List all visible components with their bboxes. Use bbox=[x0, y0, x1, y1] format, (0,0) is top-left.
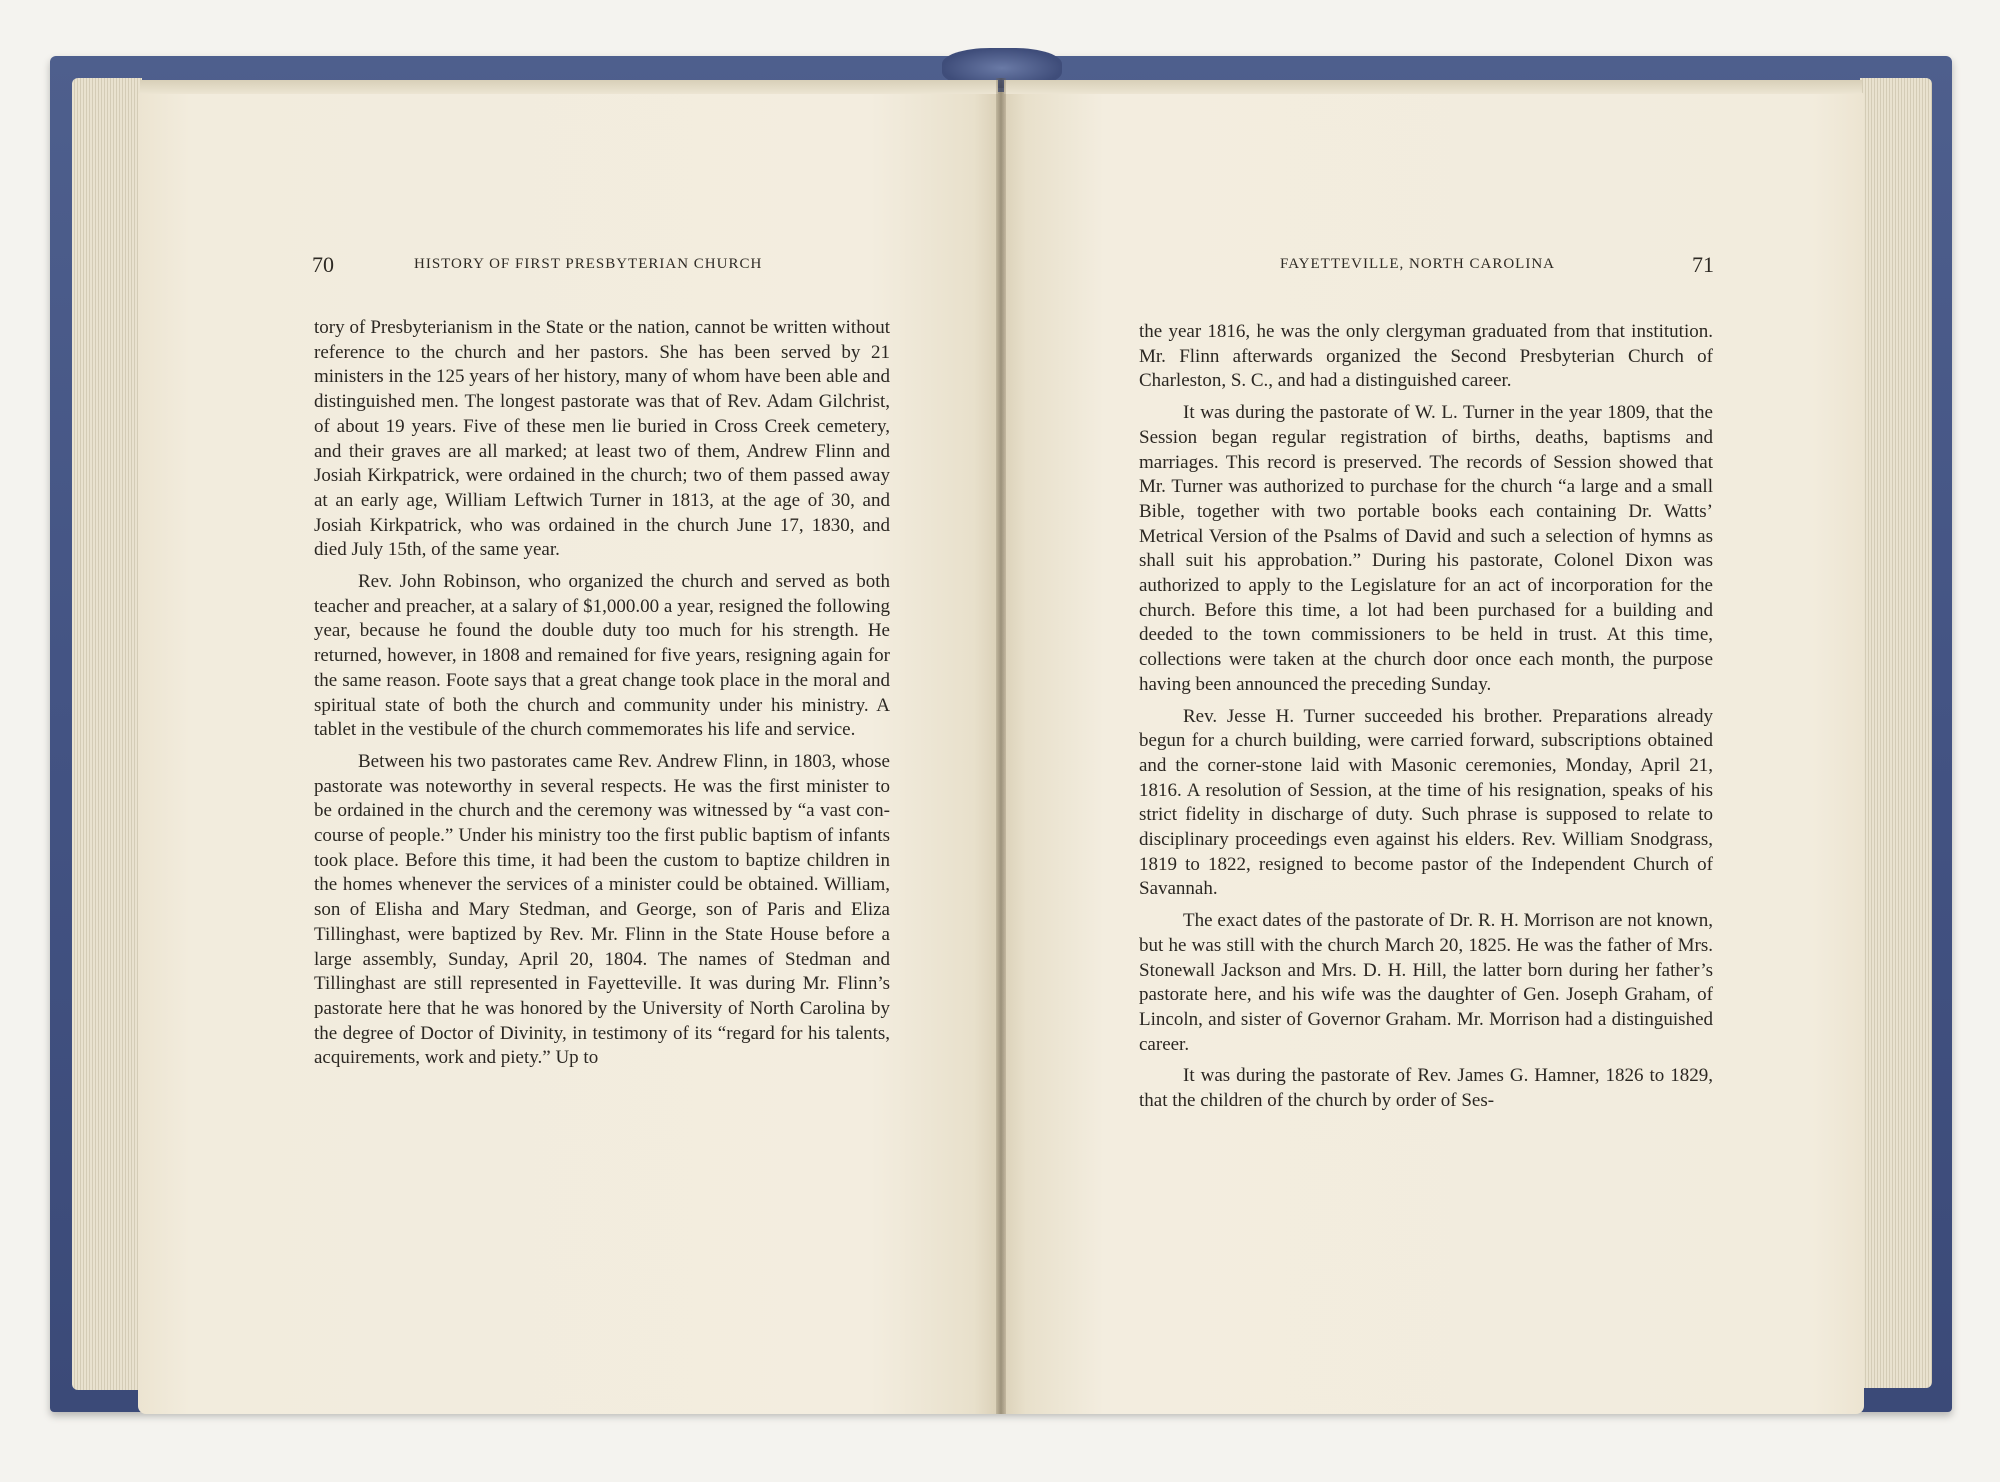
right-text-column bbox=[1139, 320, 1713, 1114]
paragraph: Rev. Jesse H. Turner succeeded his brother. Preparations already begun for a church building, were carried forward, subscriptions obtained and the corner-stone laid with Masonic ceremonies, Monday, April 21, 1816. A resolution of Session, at the time of his resignation, speaks of his strict fidelity in discharge of duty. Such phrase is supposed to relate to disciplinary proceedings even against his elders. Rev. William Snodgrass, 1819 to 1822, resigned to become pastor of the Independent Church of Savannah. bbox=[1139, 705, 1713, 900]
right-page-number: 71 bbox=[1692, 252, 1714, 277]
left-running-head: HISTORY OF FIRST PRESBYTERIAN CHURCH bbox=[414, 256, 763, 272]
left-page-stack-edge bbox=[72, 78, 142, 1390]
book-gutter bbox=[996, 78, 1006, 1414]
left-page-number: 70 bbox=[312, 252, 334, 277]
paragraph: Rev. John Robinson, who organized the church and served as both teacher and preacher, at a salary of $1,000.00 a year, resigned the following year, because he found the double duty too much for his strength. He returned, however, in 1808 and remained for five years, resigning again for the same reason. Foote says that a great change took place in the moral and spiritual state of both the church and community under his ministry. A tablet in the vestibule of the church commemorates his life and service. bbox=[314, 571, 890, 741]
paragraph: It was during the pastorate of W. L. Turner in the year 1809, that the Session began regular registration of births, deaths, baptisms and marriages. This record is preserved. The records of Session showed that Mr. Turner was authorized to purchase for the church “a large and a small Bible, together with two portable books each containing Dr. Watts’ Metrical Version of the Psalms of David and such a selection of hymns as shall suit his approbation.” During his pastorate, Colonel Dixon was authorized to apply to the Legislature for an act of incorporation for the church. Before this time, a lot had been purchased for a building and deeded to the town commissioners to be held in trust. At this time, collections were taken at the church door once each month, the purpose having been announced the preceding Sunday. bbox=[1139, 402, 1713, 695]
right-page-stack-edge bbox=[1860, 78, 1932, 1388]
paragraph: Between his two pastorates came Rev. Andrew Flinn, in 1803, whose pastorate was noteworthy in several respects. He was the first minister to be ordained in the church and the ceremony was witnessed by “a vast concourse of people.” Under his ministry too the first public baptism of infants took place. Before this time, it had been the custom to baptize children in the homes whenever the services of a minister could be obtained. William, son of Elisha and Mary Stedman, and George, son of Paris and Eliza Tillinghast, were baptized by Rev. Mr. Flinn in the State House before a large assembly, Sunday, April 20, 1804. The names of Stedman and Tillinghast are still represented in Fayetteville. It was during Mr. Flinn’s pastorate here that he was honored by the University of North Carolina by the degree of Doctor of Divinity, in testimony of its “regard for his talents, acquirements, work and piety.” Up to bbox=[314, 750, 890, 1069]
right-running-head: FAYETTEVILLE, NORTH CAROLINA bbox=[1280, 256, 1555, 272]
paragraph: tory of Presbyterianism in the State or the nation, cannot be written without reference to the church and her pastors. She has been served by 21 ministers in the 125 years of her history, many of whom have been able and distinguished men. The longest pastorate was that of Rev. Adam Gilchrist, of about 19 years. Five of these men lie buried in Cross Creek cemetery, and their graves are all marked; at least two of them, Andrew Flinn and Josiah Kirkpatrick, were ordained in the church; two of them passed away at an early age, William Leftwich Turner in 1813, at the age of 30, and Josiah Kirkpatrick, who was ordained in the church June 17, 1830, and died July 15th, of the same year. bbox=[314, 317, 890, 561]
paragraph: The exact dates of the pastorate of Dr. R. H. Morrison are not known, but he was still with the church March 20, 1825. He was the father of Mrs. Stonewall Jackson and Mrs. D. H. Hill, the latter born during her father’s pastorate here, and his wife was the daughter of Gen. Joseph Graham, of Lincoln, and sister of Governor Graham. Mr. Morrison had a distinguished career. bbox=[1139, 910, 1713, 1055]
left-text-column bbox=[314, 316, 890, 1071]
paragraph: the year 1816, he was the only clergyman graduated from that institution. Mr. Flinn afterwards organized the Second Presbyterian Church of Charleston, S. C., and had a distinguished career. bbox=[1139, 321, 1713, 392]
right-page-top-edge bbox=[1004, 80, 1862, 94]
paragraph: It was during the pastorate of Rev. James G. Hamner, 1826 to 1829, that the children of the church by order of Ses- bbox=[1139, 1065, 1713, 1112]
left-page-top-edge bbox=[140, 80, 998, 94]
